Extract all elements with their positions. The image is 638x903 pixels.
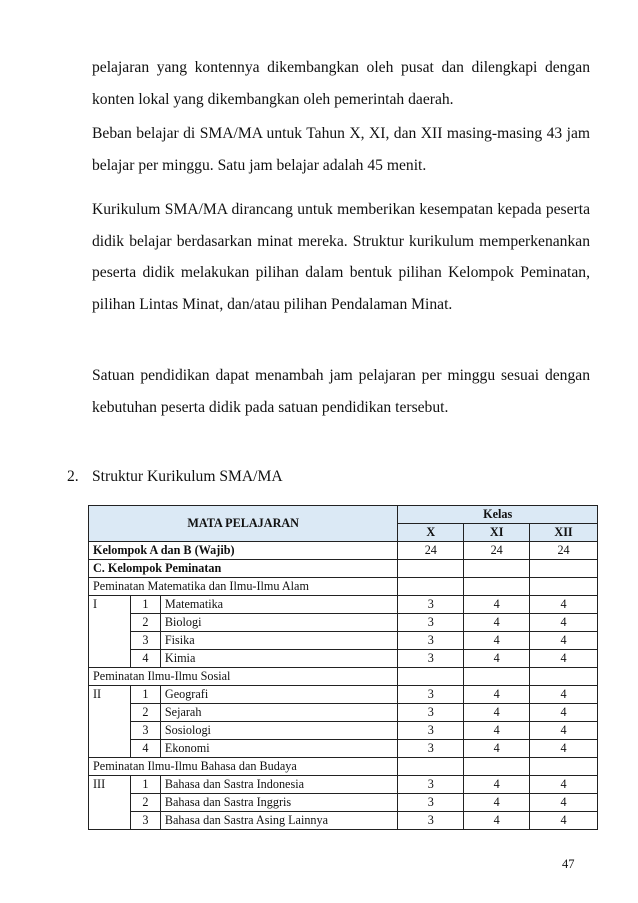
peminatan-title: Peminatan Matematika dan Ilmu-Ilmu Alam (89, 578, 398, 596)
group-ab-label: Kelompok A dan B (Wajib) (89, 542, 398, 560)
subject-name: Bahasa dan Sastra Inggris (160, 794, 397, 812)
subject-number: 1 (130, 776, 160, 794)
subject-name: Fisika (160, 632, 397, 650)
subject-name: Sejarah (160, 704, 397, 722)
paragraph-4: Satuan pendidikan dapat menambah jam pelajaran per minggu sesuai dengan kebutuhan peserta didik pada satuan pendidikan tersebut. (92, 367, 590, 416)
subject-hours-xii: 4 (530, 722, 598, 740)
peminatan-roman (89, 632, 131, 650)
group-ab-xii: 24 (530, 542, 598, 560)
group-ab-x: 24 (398, 542, 464, 560)
subject-number: 2 (130, 614, 160, 632)
subject-hours-x: 3 (398, 650, 464, 668)
table-row (89, 668, 598, 686)
peminatan-roman: I (89, 596, 131, 614)
table-row (89, 812, 598, 830)
peminatan-roman (89, 722, 131, 740)
group-c-label: C. Kelompok Peminatan (89, 560, 398, 578)
table-row (89, 704, 598, 722)
subject-number: 2 (130, 794, 160, 812)
subject-hours-xii: 4 (530, 704, 598, 722)
subject-name: Ekonomi (160, 740, 397, 758)
subject-name: Kimia (160, 650, 397, 668)
subject-hours-xi: 4 (464, 704, 530, 722)
subject-name: Bahasa dan Sastra Indonesia (160, 776, 397, 794)
subject-hours-xi: 4 (464, 632, 530, 650)
header-kelas: Kelas (398, 506, 598, 524)
subject-number: 2 (130, 704, 160, 722)
section-number: 2. (67, 468, 79, 485)
subject-number: 3 (130, 722, 160, 740)
table-row (89, 614, 598, 632)
group-ab-xi: 24 (464, 542, 530, 560)
table-row (89, 560, 598, 578)
subject-hours-xi: 4 (464, 596, 530, 614)
subject-hours-x: 3 (398, 632, 464, 650)
subject-hours-xii: 4 (530, 776, 598, 794)
subject-hours-xi: 4 (464, 614, 530, 632)
subject-hours-x: 3 (398, 614, 464, 632)
subject-number: 3 (130, 632, 160, 650)
subject-hours-xi: 4 (464, 722, 530, 740)
peminatan-title: Peminatan Ilmu-Ilmu Sosial (89, 668, 398, 686)
section-heading (67, 465, 283, 489)
subject-hours-x: 3 (398, 776, 464, 794)
subject-name: Geografi (160, 686, 397, 704)
peminatan-roman (89, 704, 131, 722)
table-row (89, 542, 598, 560)
subject-hours-xii: 4 (530, 596, 598, 614)
subject-hours-xi: 4 (464, 776, 530, 794)
peminatan-title: Peminatan Ilmu-Ilmu Bahasa dan Budaya (89, 758, 398, 776)
subject-hours-xii: 4 (530, 632, 598, 650)
peminatan-roman (89, 740, 131, 758)
paragraph-1: pelajaran yang kontennya dikembangkan oleh pusat dan dilengkapi dengan konten lokal yang dikembangkan oleh pemerintah daerah. (92, 59, 590, 108)
subject-hours-x: 3 (398, 686, 464, 704)
table-row (89, 758, 598, 776)
peminatan-roman (89, 614, 131, 632)
header-subject: MATA PELAJARAN (89, 506, 398, 542)
subject-hours-x: 3 (398, 740, 464, 758)
subject-hours-xii: 4 (530, 740, 598, 758)
subject-hours-xi: 4 (464, 794, 530, 812)
subject-number: 4 (130, 740, 160, 758)
subject-hours-xii: 4 (530, 614, 598, 632)
subject-hours-x: 3 (398, 596, 464, 614)
subject-hours-x: 3 (398, 812, 464, 830)
subject-name: Matematika (160, 596, 397, 614)
table-row (89, 776, 598, 794)
section-title: Struktur Kurikulum SMA/MA (92, 468, 283, 485)
peminatan-roman: III (89, 776, 131, 794)
header-col-xii: XII (530, 524, 598, 542)
subject-hours-xii: 4 (530, 686, 598, 704)
subject-hours-xi: 4 (464, 650, 530, 668)
paragraph-3: Kurikulum SMA/MA dirancang untuk memberikan kesempatan kepada peserta didik belajar berdasarkan minat mereka. Struktur kurikulum memperkenankan peserta didik melakukan pilihan dalam bentuk pilihan Kelompok Peminatan, pilihan Lintas Minat, dan/atau pilihan Pendalaman Minat. (92, 201, 590, 313)
subject-number: 4 (130, 650, 160, 668)
subject-hours-xii: 4 (530, 650, 598, 668)
table-row (89, 686, 598, 704)
subject-name: Biologi (160, 614, 397, 632)
header-col-xi: XI (464, 524, 530, 542)
peminatan-roman (89, 794, 131, 812)
subject-hours-xii: 4 (530, 812, 598, 830)
curriculum-table (88, 505, 598, 830)
subject-name: Bahasa dan Sastra Asing Lainnya (160, 812, 397, 830)
peminatan-roman (89, 812, 131, 830)
peminatan-roman: II (89, 686, 131, 704)
subject-number: 3 (130, 812, 160, 830)
table-row (89, 596, 598, 614)
table-row (89, 650, 598, 668)
subject-hours-xi: 4 (464, 740, 530, 758)
subject-hours-xi: 4 (464, 686, 530, 704)
header-col-x: X (398, 524, 464, 542)
table-row (89, 578, 598, 596)
table-row (89, 740, 598, 758)
subject-number: 1 (130, 596, 160, 614)
page-number: 47 (562, 857, 575, 871)
paragraph-2: Beban belajar di SMA/MA untuk Tahun X, XI, dan XII masing-masing 43 jam belajar per minggu. Satu jam belajar adalah 45 menit. (92, 125, 590, 174)
subject-hours-xi: 4 (464, 812, 530, 830)
subject-hours-x: 3 (398, 704, 464, 722)
subject-hours-x: 3 (398, 794, 464, 812)
table-row (89, 794, 598, 812)
subject-number: 1 (130, 686, 160, 704)
table-row (89, 632, 598, 650)
table-body (89, 542, 598, 830)
subject-hours-x: 3 (398, 722, 464, 740)
subject-name: Sosiologi (160, 722, 397, 740)
peminatan-roman (89, 650, 131, 668)
subject-hours-xii: 4 (530, 794, 598, 812)
table-row (89, 722, 598, 740)
